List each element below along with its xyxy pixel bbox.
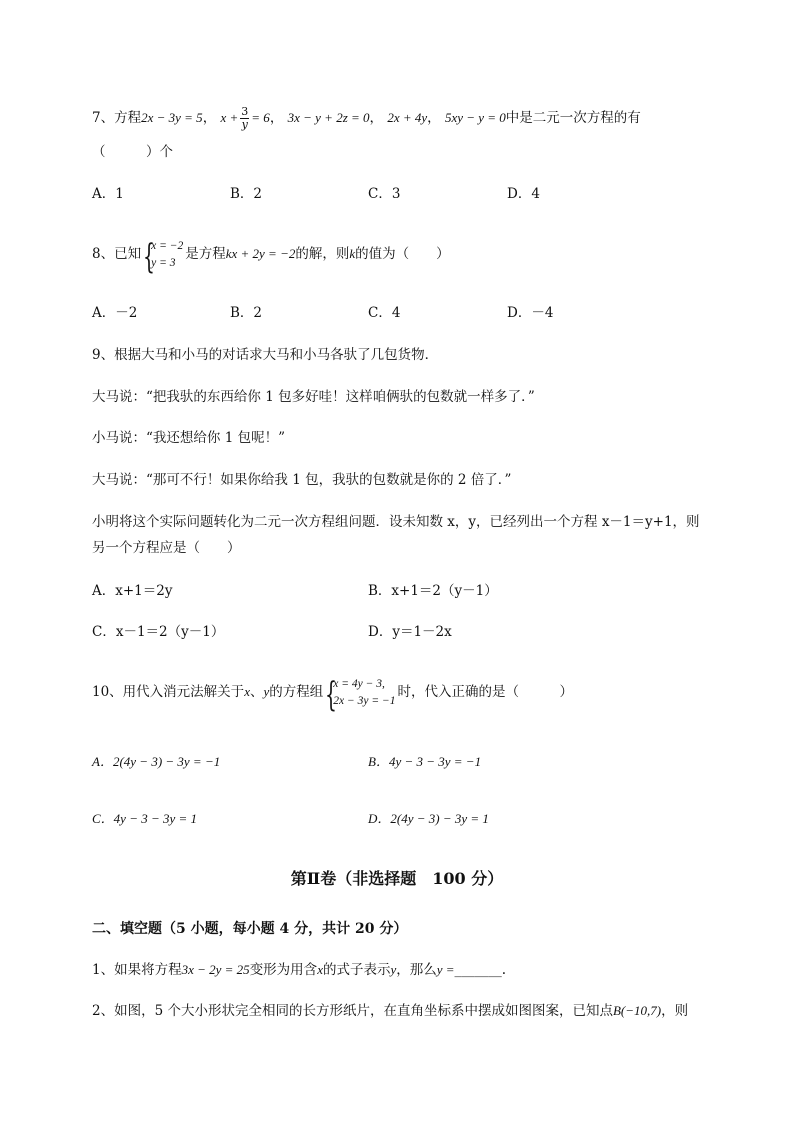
q10-middle: 的方程组	[269, 684, 324, 700]
q10-suffix: 时，代入正确的是（ ）	[397, 684, 573, 700]
q7-option-b[interactable]: B．2	[230, 186, 263, 202]
q10-prefix: 10、用代入消元法解关于	[92, 684, 245, 700]
q8-option-c[interactable]: C．4	[368, 305, 401, 321]
q10-y: y	[263, 684, 270, 699]
q10-sys-row2: 2x − 3y = −1	[333, 694, 396, 707]
q7-eq4: 2x + 4y	[387, 110, 428, 125]
q10-option-a[interactable]	[92, 752, 220, 772]
f1-eq: 3x − 2y = 25	[181, 962, 250, 977]
q7-sep1: ，	[202, 110, 217, 126]
q7-suffix: 中是二元一次方程的有	[505, 110, 641, 126]
q8-k: k	[349, 246, 356, 261]
q7-option-d[interactable]: D．4	[507, 186, 540, 202]
q7-eq2a: x +	[220, 110, 239, 125]
q10-sys-row1: x = 4y − 3,	[333, 677, 385, 690]
q9-option-b[interactable]: B．x+1＝2（y－1）	[368, 583, 498, 599]
q7-sep3: ，	[369, 110, 384, 126]
q10-option-d-text: D．2(4y − 3) − 3y = 1	[368, 811, 489, 826]
question-7	[92, 106, 738, 131]
q8-prefix: 8、已知	[92, 246, 142, 262]
q9-line5: 小明将这个实际问题转化为二元一次方程组问题．设未知数 x，y，已经列出一个方程 x－1＝y+1，则	[92, 514, 700, 530]
q8-suffix1: 的解，则	[295, 246, 350, 262]
q8-eq: kx + 2y = −2	[225, 246, 296, 261]
q9-line4: 大马说：“那可不行！如果你给我 1 包，我驮的包数就是你的 2 倍了．”	[92, 472, 512, 488]
q7-eq5: 5xy − y = 0	[444, 110, 506, 125]
q7-sep2: ，	[269, 110, 284, 126]
q10-option-b-text: B．4y − 3 − 3y = −1	[368, 754, 482, 769]
q9-line2: 大马说：“把我驮的东西给你 1 包多好哇！这样咱俩驮的包数就一样多了．”	[92, 389, 535, 405]
q7-fraction	[240, 106, 249, 131]
f1-middle: 变形为用含	[249, 962, 318, 978]
f1-x: x	[317, 962, 323, 977]
q8-option-b[interactable]: B．2	[230, 305, 263, 321]
f1-y2: y =	[436, 962, 455, 977]
fill-1	[92, 960, 738, 980]
section-2-title: 第Ⅱ卷（非选择题 100 分）	[290, 869, 504, 888]
q10-option-c-text: C．4y − 3 − 3y = 1	[92, 811, 198, 826]
q8-brace: {	[143, 236, 155, 277]
q8-sys-row1: x = −2	[151, 239, 184, 252]
q10-sep: 、	[249, 684, 264, 700]
f1-suffix: ，那么	[396, 962, 437, 978]
q7-sep4: ，	[427, 110, 441, 126]
q9-option-c[interactable]: C．x－1＝2（y－1）	[92, 624, 225, 640]
q7-option-a[interactable]: A．1	[92, 186, 124, 202]
q8-option-a[interactable]: A．－2	[92, 305, 138, 321]
q7-eq3: 3x − y + 2z = 0	[287, 110, 370, 125]
f2-suffix: ，则	[661, 1003, 689, 1019]
section-2-subtitle: 二、填空题（5 小题，每小题 4 分，共计 20 分）	[92, 921, 408, 937]
q10-option-d[interactable]	[368, 809, 489, 829]
f2-prefix: 2、如图，5 个大小形状完全相同的长方形纸片，在直角坐标系中摆成如图图案，已知点	[92, 1003, 613, 1019]
q9-option-d[interactable]: D．y＝1－2x	[368, 624, 452, 640]
q10-system	[325, 674, 396, 715]
f1-blank[interactable]: _______.	[454, 962, 507, 978]
q8-option-d[interactable]: D．－4	[507, 305, 554, 321]
question-8	[92, 234, 738, 277]
q7-frac-num: 3	[241, 105, 249, 118]
q7-line2: （ ）个	[92, 144, 173, 160]
q8-system	[143, 236, 184, 277]
question-10	[92, 672, 738, 715]
q9-line3: 小马说：“我还想给你 1 包呢！”	[92, 430, 285, 446]
f1-y: y	[390, 962, 397, 977]
q9-line6: 另一个方程应是（ ）	[92, 540, 241, 556]
f1-middle2: 的式子表示	[322, 962, 391, 978]
q9-line1: 9、根据大马和小马的对话求大马和小马各驮了几包货物．	[92, 347, 439, 363]
q8-sys-row2: y = 3	[151, 256, 176, 269]
q7-prefix: 7、方程	[92, 110, 142, 126]
fill-2	[92, 1001, 738, 1021]
q8-middle: 是方程	[185, 246, 226, 262]
q7-eq1: 2x − 3y = 5	[141, 110, 203, 125]
q9-option-a[interactable]: A．x+1＝2y	[92, 583, 173, 599]
q8-suffix2: 的值为（ ）	[355, 246, 450, 262]
q10-option-c[interactable]	[92, 809, 197, 829]
q7-option-c[interactable]: C．3	[368, 186, 401, 202]
q10-option-a-text: A．2(4y − 3) − 3y = −1	[92, 754, 221, 769]
q7-frac-den: y	[241, 118, 248, 131]
q7-eq2b: = 6	[251, 110, 270, 125]
f1-prefix: 1、如果将方程	[92, 962, 182, 978]
q10-x: x	[244, 684, 250, 699]
q10-brace: {	[325, 674, 338, 715]
q10-option-b[interactable]	[368, 752, 481, 772]
f2-point: B(−10,7)	[612, 1003, 662, 1018]
